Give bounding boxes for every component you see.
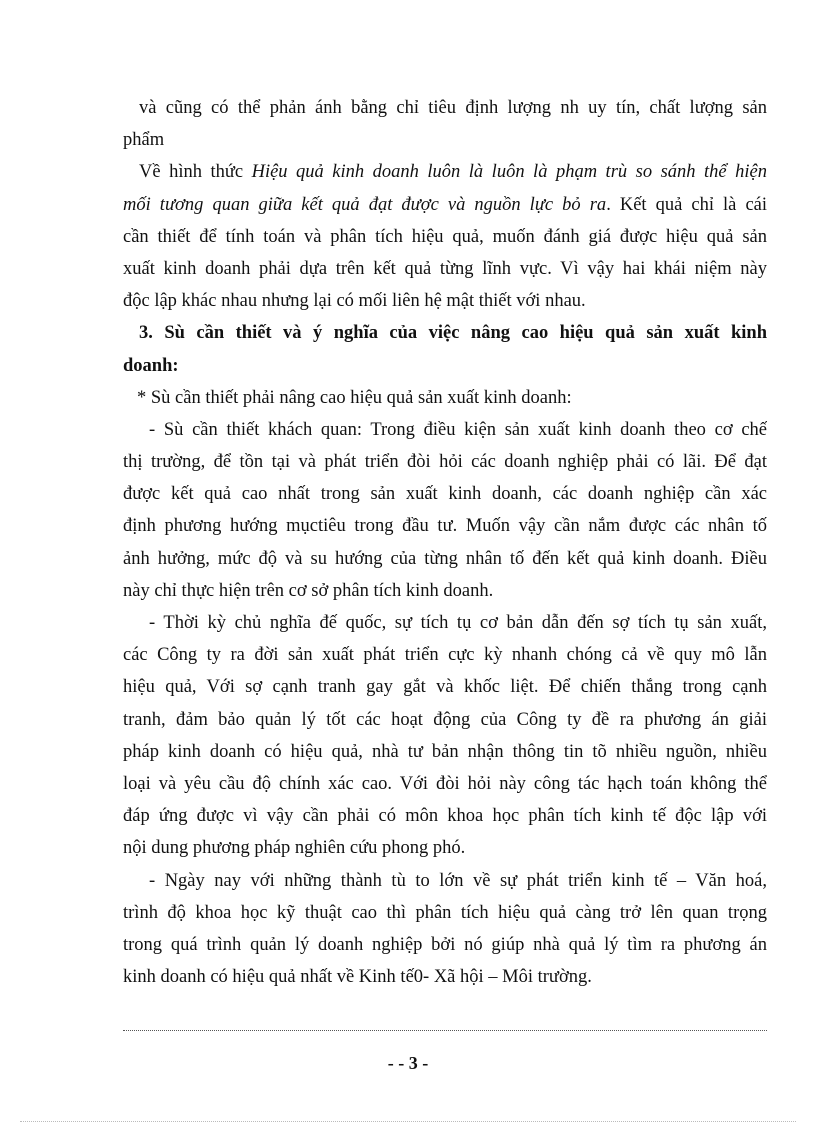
text-line: - Thời kỳ chủ nghĩa đế quốc, sự tích tụ cơ bản dẫn đến sợ tích tụ sản xuất, (149, 613, 767, 633)
text-line: - Sù cần thiết khách quan: Trong điều kiện sản xuất kinh doanh theo cơ chế (149, 419, 767, 440)
text-line: cần thiết để tính toán và phân tích hiệu quả, muốn đánh giá được hiệu quả sản (123, 226, 767, 247)
italic-text: mối tương quan giữa kết quả đạt được và nguồn lực bỏ ra (123, 194, 607, 215)
text-line: tranh, đảm bảo quản lý tốt các hoạt động của Công ty đề ra phương án giải (123, 709, 767, 730)
sub-heading: * Sù cần thiết phải nâng cao hiệu quả sản xuất kinh doanh: (137, 387, 572, 408)
text-line: và cũng có thể phản ánh bằng chỉ tiêu định lượng nh uy tín, chất lượng sản (139, 98, 767, 118)
text-line: nội dung phương pháp nghiên cứu phong phó. (123, 838, 466, 859)
text-line: loại và yêu cầu độ chính xác cao. Với đòi hỏi này công tác hạch toán không thể (123, 773, 767, 794)
italic-text: Hiệu quả kinh doanh luôn là luôn là phạm trù so sánh thể hiện (251, 162, 767, 183)
text-line: các Công ty ra đời sản xuất phát triển cực kỳ nhanh chóng cả về quy mô lẫn (123, 645, 767, 666)
page-edge-divider (20, 1121, 796, 1122)
tail-text: . Kết quả chỉ là cái (606, 194, 767, 215)
text-line: này chỉ thực hiện trên cơ sở phân tích kinh doanh. (123, 580, 494, 601)
text-line: hiệu quả, Với sợ cạnh tranh gay gắt và khốc liệt. Để chiến thắng trong cạnh (123, 677, 767, 698)
footer-divider (123, 1030, 767, 1031)
text-line: thị trường, để tồn tại và phát triển đòi hỏi các doanh nghiệp phải có lãi. Để đạt (123, 452, 767, 473)
text-line: - Ngày nay với những thành tù to lớn về sự phát triển kinh tế – Văn hoá, (149, 870, 767, 891)
text-line: xuất kinh doanh phải dựa trên kết quả từng lĩnh vực. Vì vậy hai khái niệm này (123, 258, 767, 279)
lead-text: Về hình thức (139, 162, 244, 183)
text-line: trình độ khoa học kỹ thuật cao thì phân tích hiệu quả càng trở lên quan trọng (123, 902, 767, 923)
text-line (123, 189, 767, 221)
text-line: được kết quả cao nhất trong sản xuất kinh doanh, các doanh nghiệp cần xác (123, 484, 767, 505)
section-heading-cont: doanh: (123, 355, 179, 376)
text-line: độc lập khác nhau nhưng lại có mối liên hệ mật thiết với nhau. (123, 291, 586, 312)
section-heading: 3. Sù cần thiết và ý nghĩa của việc nâng cao hiệu quả sản xuất kinh (139, 323, 767, 344)
text-line: đáp ứng được vì vậy cần phải có môn khoa học phân tích kinh tế độc lập với (123, 806, 767, 827)
text-line: phẩm (123, 130, 165, 151)
text-line: kinh doanh có hiệu quả nhất về Kinh tế0- Xã hội – Môi trường. (123, 967, 592, 988)
text-line: định phương hướng mụctiêu trong đầu tư. Muốn vậy cần nắm được các nhân tố (123, 516, 767, 537)
text-line: pháp kinh doanh có hiệu quả, nhà tư bản nhận thông tin tõ nhiều nguồn, nhiều (123, 741, 767, 762)
page-number: - - 3 - (387, 1053, 429, 1073)
text-line: trong quá trình quản lý doanh nghiệp bởi nó giúp nhà quả lý tìm ra phương án (123, 934, 767, 955)
text-line: ảnh hưởng, mức độ và su hướng của từng nhân tố đến kết quả kinh doanh. Điều (123, 548, 767, 569)
body-text (123, 92, 767, 993)
text-line (123, 156, 767, 188)
